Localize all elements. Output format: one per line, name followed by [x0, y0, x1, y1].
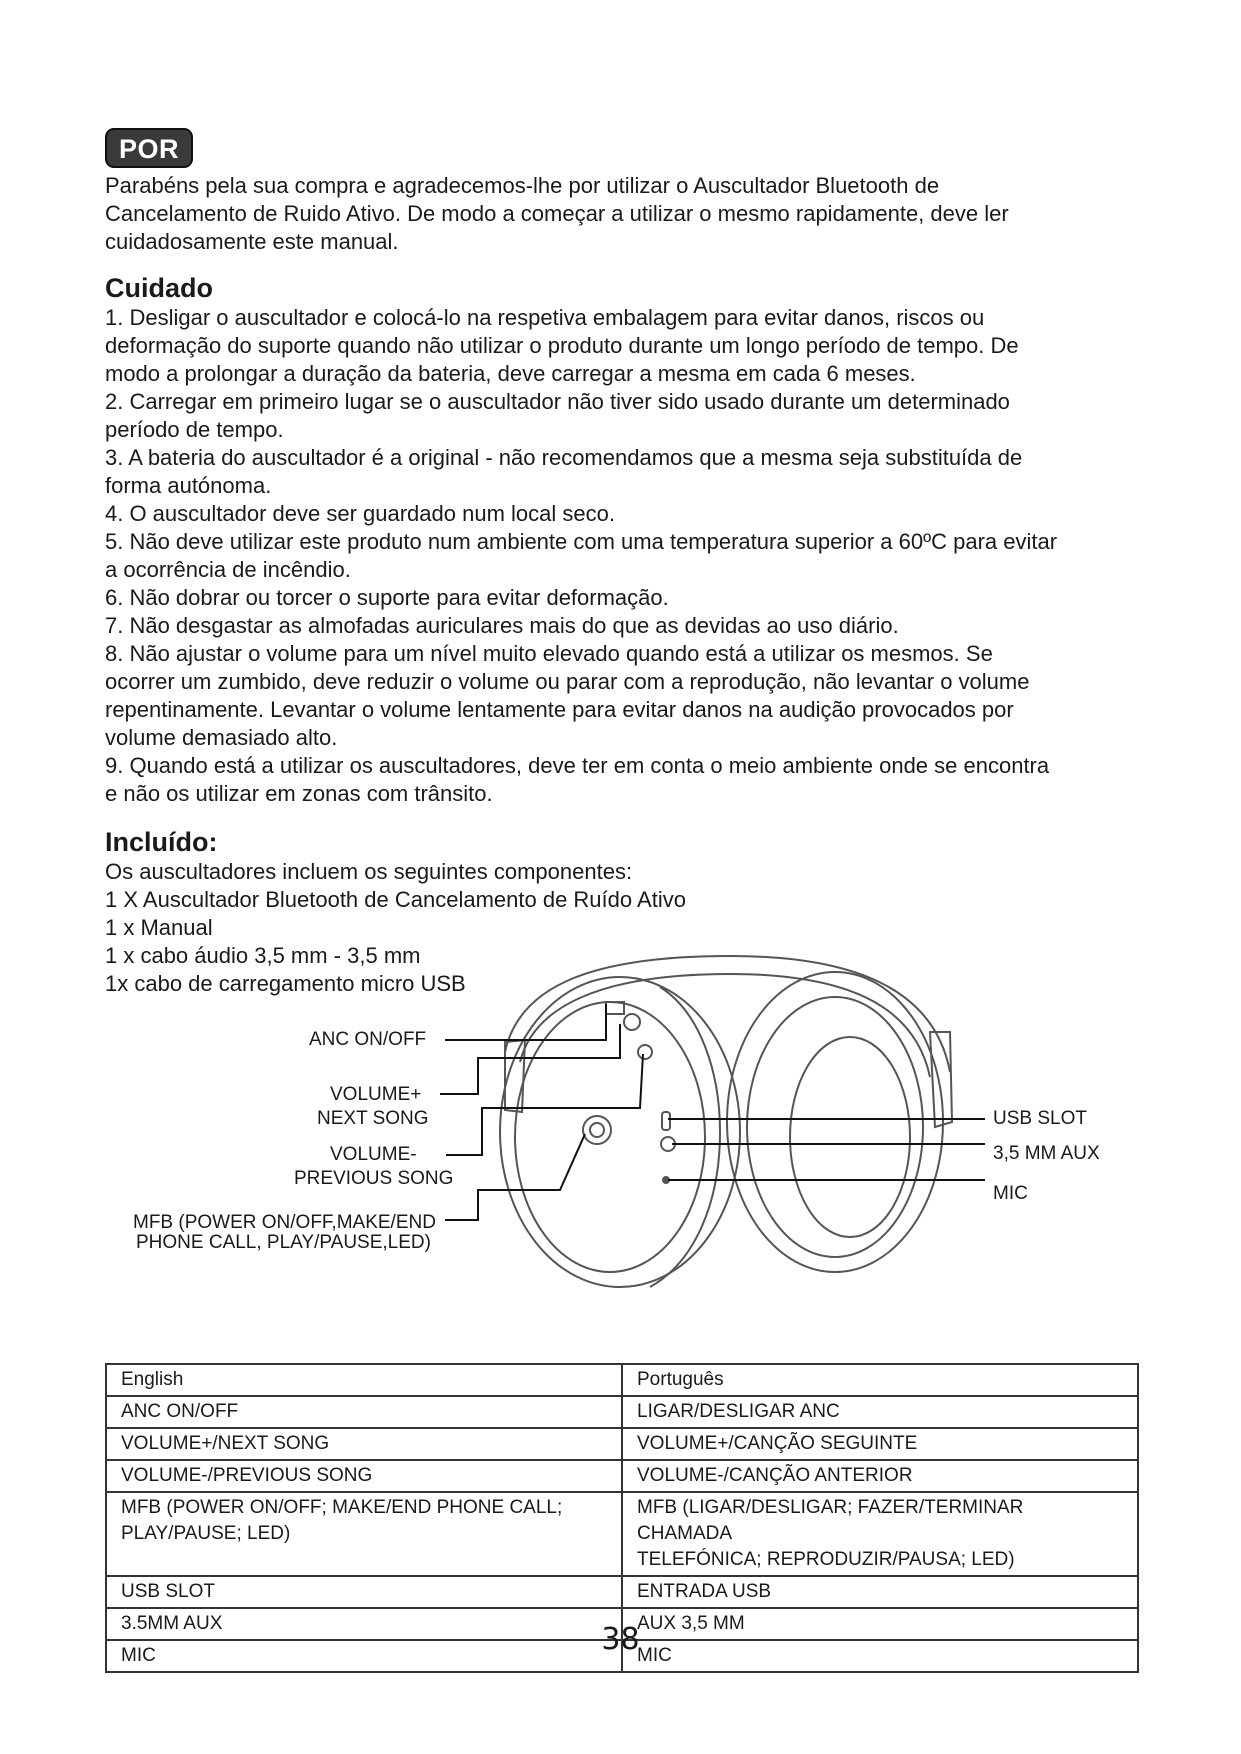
table-cell: ENTRADA USB	[622, 1576, 1138, 1608]
table-row	[106, 1396, 1138, 1428]
table-cell: VOLUME+/CANÇÃO SEGUINTE	[622, 1428, 1138, 1460]
table-row	[106, 1492, 1138, 1576]
included-line: 1 X Auscultador Bluetooth de Cancelamento de Ruído Ativo	[105, 887, 686, 912]
included-line: 1x cabo de carregamento micro USB	[105, 971, 466, 996]
table-cell: ANC ON/OFF	[106, 1396, 622, 1428]
table-cell-line: PLAY/PAUSE; LED)	[121, 1523, 291, 1544]
intro-paragraph	[105, 172, 1145, 256]
label-anc: ANC ON/OFF	[309, 1029, 427, 1050]
table-cell: Português	[622, 1364, 1138, 1396]
care-line: a ocorrência de incêndio.	[105, 557, 351, 582]
headphone-illustration	[0, 912, 1241, 1352]
table-row	[106, 1576, 1138, 1608]
headphone-diagram	[0, 912, 1241, 1352]
intro-line: Cancelamento de Ruido Ativo. De modo a começar a utilizar o mesmo rapidamente, deve ler	[105, 201, 1009, 226]
label-previous-song: PREVIOUS SONG	[294, 1168, 454, 1189]
label-aux: 3,5 MM AUX	[993, 1143, 1100, 1164]
care-line: 1. Desligar o auscultador e colocá-lo na respetiva embalagem para evitar danos, riscos ou	[105, 305, 985, 330]
care-line: 2. Carregar em primeiro lugar se o auscultador não tiver sido usado durante um determinado	[105, 389, 1010, 414]
table-cell: LIGAR/DESLIGAR ANC	[622, 1396, 1138, 1428]
included-line: Os auscultadores incluem os seguintes componentes:	[105, 859, 633, 884]
care-line: período de tempo.	[105, 417, 284, 442]
care-line: volume demasiado alto.	[105, 725, 338, 750]
care-line: 7. Não desgastar as almofadas auriculares mais do que as devidas ao uso diário.	[105, 613, 899, 638]
manual-page	[105, 128, 1145, 998]
label-mfb-line1: MFB (POWER ON/OFF,MAKE/END	[133, 1212, 436, 1233]
intro-line: cuidadosamente este manual.	[105, 229, 399, 254]
care-line: 6. Não dobrar ou torcer o suporte para evitar deformação.	[105, 585, 669, 610]
table-cell: 3.5MM AUX	[106, 1608, 622, 1640]
included-heading: Incluído:	[105, 827, 218, 857]
table-row	[106, 1460, 1138, 1492]
language-badge: POR	[105, 128, 193, 168]
care-line: repentinamente. Levantar o volume lentamente para evitar danos na audição provocados por	[105, 697, 1014, 722]
care-line: modo a prolongar a duração da bateria, deve carregar a mesma em cada 6 meses.	[105, 361, 916, 386]
table-cell	[106, 1492, 622, 1576]
care-line: 4. O auscultador deve ser guardado num local seco.	[105, 501, 615, 526]
table-cell	[622, 1492, 1138, 1576]
table-cell: English	[106, 1364, 622, 1396]
page-number: 38	[601, 1622, 640, 1657]
care-line: 5. Não deve utilizar este produto num ambiente com uma temperatura superior a 60ºC para evitar	[105, 529, 1058, 554]
care-line: 9. Quando está a utilizar os auscultadores, deve ter em conta o meio ambiente onde se encontra	[105, 753, 1050, 778]
care-heading: Cuidado	[105, 273, 213, 303]
table-cell: MIC	[622, 1640, 1138, 1672]
care-line: 8. Não ajustar o volume para um nível muito elevado quando está a utilizar os mesmos. Se	[105, 641, 993, 666]
table-cell: VOLUME-/CANÇÃO ANTERIOR	[622, 1460, 1138, 1492]
label-mic: MIC	[993, 1183, 1028, 1204]
care-list	[105, 304, 1145, 808]
label-next-song: NEXT SONG	[317, 1108, 429, 1129]
table-cell-line: TELEFÓNICA; REPRODUZIR/PAUSA; LED)	[637, 1549, 1015, 1570]
label-mfb-line2: PHONE CALL, PLAY/PAUSE,LED)	[136, 1232, 431, 1253]
table-cell-line: MFB (LIGAR/DESLIGAR; FAZER/TERMINAR CHAMADA	[637, 1497, 1024, 1544]
care-line: forma autónoma.	[105, 473, 272, 498]
table-row	[106, 1428, 1138, 1460]
table-cell: VOLUME+/NEXT SONG	[106, 1428, 622, 1460]
included-line: 1 x cabo áudio 3,5 mm - 3,5 mm	[105, 943, 421, 968]
table-cell: AUX 3,5 MM	[622, 1608, 1138, 1640]
table-row	[106, 1364, 1138, 1396]
table-cell: USB SLOT	[106, 1576, 622, 1608]
included-line: 1 x Manual	[105, 915, 213, 940]
table-cell-line: MFB (POWER ON/OFF; MAKE/END PHONE CALL;	[121, 1497, 563, 1518]
table-cell: MIC	[106, 1640, 622, 1672]
care-line: deformação do suporte quando não utilizar o produto durante um longo período de tempo. De	[105, 333, 1019, 358]
intro-line: Parabéns pela sua compra e agradecemos-lhe por utilizar o Auscultador Bluetooth de	[105, 173, 940, 198]
care-line: ocorrer um zumbido, deve reduzir o volume ou parar com a reprodução, não levantar o volume	[105, 669, 1030, 694]
label-volume-down: VOLUME-	[330, 1144, 417, 1165]
care-line: e não os utilizar em zonas com trânsito.	[105, 781, 493, 806]
label-usb-slot: USB SLOT	[993, 1108, 1087, 1129]
care-line: 3. A bateria do auscultador é a original - não recomendamos que a mesma seja substituída de	[105, 445, 1023, 470]
label-volume-up: VOLUME+	[330, 1084, 422, 1105]
table-cell: VOLUME-/PREVIOUS SONG	[106, 1460, 622, 1492]
